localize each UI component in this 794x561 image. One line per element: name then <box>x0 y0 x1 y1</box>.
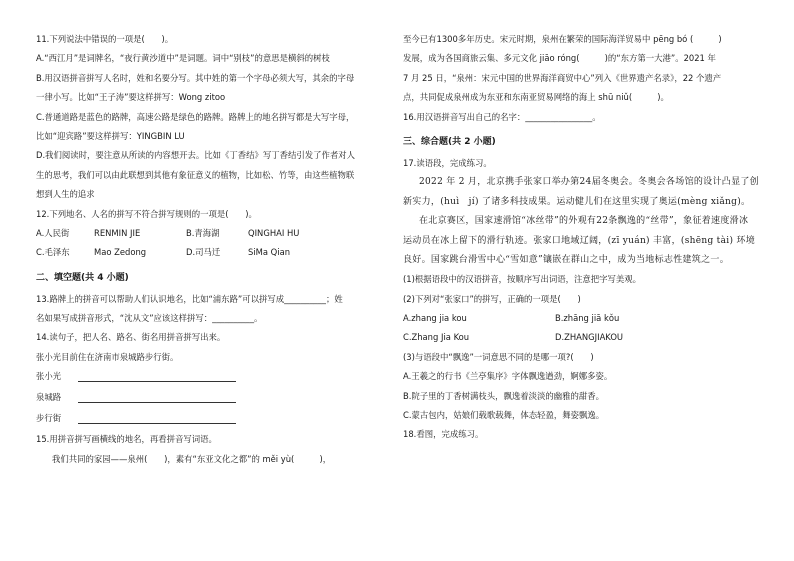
q17-passage-line4: 运动员在冰上留下的滑行轨迹。张家口地域辽阔，(zī yuán) 丰富，(shēng tài) 环境 <box>403 235 756 246</box>
q17-passage-line1: 2022 年 2 月，北京携手张家口举办第24届冬奥会。冬奥会各场馆的设计凸显了创 <box>419 177 759 188</box>
q14-sentence: 张小光目前住在济南市泉城路步行街。 <box>36 351 179 362</box>
q12-option-d-label: D.司马迁 <box>186 247 221 258</box>
q17-sub2-option-c: C.Zhang Jia Kou <box>403 332 470 343</box>
q12-option-b-pinyin: QINGHAI HU <box>248 227 300 238</box>
q11-stem: 11.下列说法中错误的一项是( )。 <box>36 34 174 44</box>
q12-stem: 12.下列地名、人名的拼写不符合拼写规则的一项是( )。 <box>36 208 257 219</box>
q11-option-d-line3: 想到人生的追求 <box>36 189 95 200</box>
q12-option-c-label: C.毛泽东 <box>36 247 70 258</box>
q14-field-name-label: 张小光 <box>36 371 62 382</box>
q14-field-road-blank[interactable] <box>78 402 236 403</box>
section2-title: 二、填空题(共 4 小题) <box>36 272 129 283</box>
q17-sub1: (1)根据语段中的汉语拼音，按顺序写出词语，注意把字写美观。 <box>403 274 641 285</box>
q13-line2: 名如果写成拼音形式，“沈从文”应该这样拼写：__________。 <box>36 313 263 324</box>
q15-passage-line2: 至今已有1300多年历史。宋元时期，泉州在繁荣的国际海洋贸易中 pēng bó ( ) <box>403 34 722 44</box>
q14-field-road-label: 泉城路 <box>36 392 62 403</box>
section3-title: 三、综合题(共 2 小题) <box>403 136 496 147</box>
q15-passage-line1: 我们共同的家园——泉州( )，素有“东亚文化之都”的 měi yù( )， <box>52 453 332 464</box>
q14-stem: 14.读句子，把人名、路名、街名用拼音拼写出来。 <box>36 332 226 343</box>
q14-field-name <box>36 371 392 382</box>
q12-option-a-pinyin: RENMIN JIE <box>94 227 141 238</box>
q14-field-street <box>36 413 392 424</box>
q12-option-c-pinyin: Mao Zedong <box>94 247 147 258</box>
q17-sub2-option-d: D.ZHANGJIAKOU <box>555 332 624 343</box>
q17-sub2-options-row2 <box>403 332 765 343</box>
q15-passage-line3: 发展，成为各国商旅云集、多元文化 jiāo róng( )的“东方第一大港”。2021 年 <box>403 53 716 64</box>
left-column <box>36 34 392 473</box>
q11-option-c-line1: C.普通道路是蓝色的路牌，高速公路是绿色的路牌。路牌上的地名拼写都是大写字母， <box>36 111 355 122</box>
right-column <box>403 34 765 449</box>
q12-options-row1 <box>36 228 392 239</box>
q11-option-b-line1: B.用汉语拼音拼写人名时，姓和名要分写。其中姓的第一个字母必须大写，其余的字母 <box>36 72 355 83</box>
q14-field-road <box>36 392 392 403</box>
q15-passage-line4: 7 月 25 日，“泉州：宋元中国的世界海洋商贸中心”列入《世界遗产名录》，22 个遗产 <box>403 72 722 83</box>
q15-passage-line5: 点，共同促成泉州成为东亚和东南亚贸易网络的海上 shū niǔ( )。 <box>403 92 669 103</box>
q17-passage-line2: 新实力，(huì jí) 了诸多科技成果。运动健儿们在这里实现了奥运(mèng xiǎng)。 <box>403 196 751 207</box>
q17-sub3: (3)与语段中“飘逸”一词意思不同的是哪一项?( ) <box>403 351 594 362</box>
q12-option-d-pinyin: SiMa Qian <box>248 247 291 258</box>
q11-option-c-line2: 比如“迎宾路”要这样拼写：YINGBIN LU <box>36 130 185 141</box>
q13-line1: 13.路牌上的拼音可以帮助人们认识地名，比如“浦东路”可以拼写成__________；姓 <box>36 293 343 304</box>
q12-option-b-label: B.青海湖 <box>186 227 220 238</box>
q14-field-name-blank[interactable] <box>78 381 236 382</box>
q11-option-b-line2: 一律小写。比如“王子涛”要这样拼写：Wong zitoo <box>36 92 226 103</box>
q11-option-d-line2: 生的思考，我们可以由此联想到其他有象征意义的植物，比如松、竹等，由这些植物联 <box>36 169 355 180</box>
q17-sub2-option-b: B.zhāng jiā kǒu <box>555 313 620 324</box>
q15-stem: 15.用拼音拼写画横线的地名，再看拼音写词语。 <box>36 434 217 445</box>
q12-options-row2 <box>36 247 392 258</box>
q17-sub2: (2)下列对“张家口”的拼写，正确的一项是( ) <box>403 293 581 304</box>
q17-sub2-option-a: A.zhang jia kou <box>403 313 467 324</box>
q17-sub3-option-b: B.院子里的丁香树满枝头，飘逸着淡淡的幽雅的甜香。 <box>403 390 605 401</box>
q17-passage-line5: 良好。国家跳台滑雪中心“雪如意”镶嵌在群山之中，成为当地标志性建筑之一。 <box>403 254 730 265</box>
q16: 16.用汉语拼音写出自己的名字：________________。 <box>403 111 601 122</box>
q17-stem: 17.读语段，完成练习。 <box>403 157 492 168</box>
q11-option-a: A.“西江月”是词牌名，“夜行黄沙道中”是词题。词中“别枝”的意思是横斜的树枝 <box>36 53 330 64</box>
q12-option-a-label: A.人民街 <box>36 227 70 238</box>
q14-field-street-label: 步行街 <box>36 413 62 424</box>
q17-sub2-options-row1 <box>403 313 765 324</box>
q18: 18.看图，完成练习。 <box>403 429 484 440</box>
q17-sub3-option-c: C.蒙古包内，姑娘们载歌载舞，体态轻盈，舞姿飘逸。 <box>403 410 605 421</box>
q11-option-d-line1: D.我们阅读时，要注意从所读的内容想开去。比如《丁香结》写丁香结引发了作者对人 <box>36 150 355 161</box>
q14-field-street-blank[interactable] <box>78 423 236 424</box>
q17-passage-line3: 在北京赛区，国家速滑馆“冰丝带”的外观有22条飘逸的“丝带”，象征着速度滑冰 <box>419 216 749 227</box>
q17-sub3-option-a: A.王羲之的行书《兰亭集序》字体飘逸遒劲，婀娜多姿。 <box>403 371 613 382</box>
